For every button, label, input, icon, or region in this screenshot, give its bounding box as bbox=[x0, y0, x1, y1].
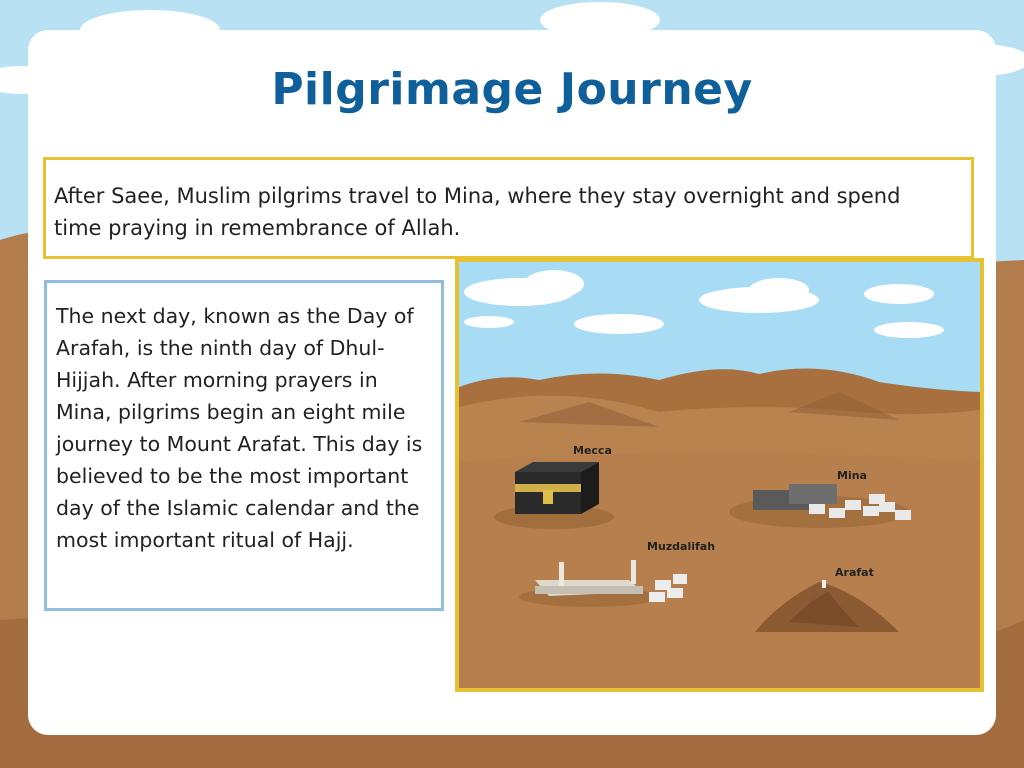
info-text: The next day, known as the Day of Arafah, is the ninth day of Dhul-Hijjah. After morning prayers in Mina, pilgrims begin an eight mile journey to Mount Arafat. This day is believed to be the most important day of the Islamic calendar and the most important ritual of Hajj. bbox=[56, 304, 423, 552]
label-mecca: Mecca bbox=[573, 444, 612, 457]
label-muzdalifah: Muzdalifah bbox=[647, 540, 716, 553]
map-illustration bbox=[459, 262, 980, 688]
cloud-icon bbox=[464, 270, 944, 338]
label-arafat: Arafat bbox=[835, 566, 874, 579]
intro-text: After Saee, Muslim pilgrims travel to Mina, where they stay overnight and spend time praying in remembrance of Allah. bbox=[54, 184, 901, 240]
page-title: Pilgrimage Journey bbox=[271, 64, 753, 115]
label-mina: Mina bbox=[837, 469, 867, 482]
pilgrimage-map bbox=[455, 258, 984, 692]
